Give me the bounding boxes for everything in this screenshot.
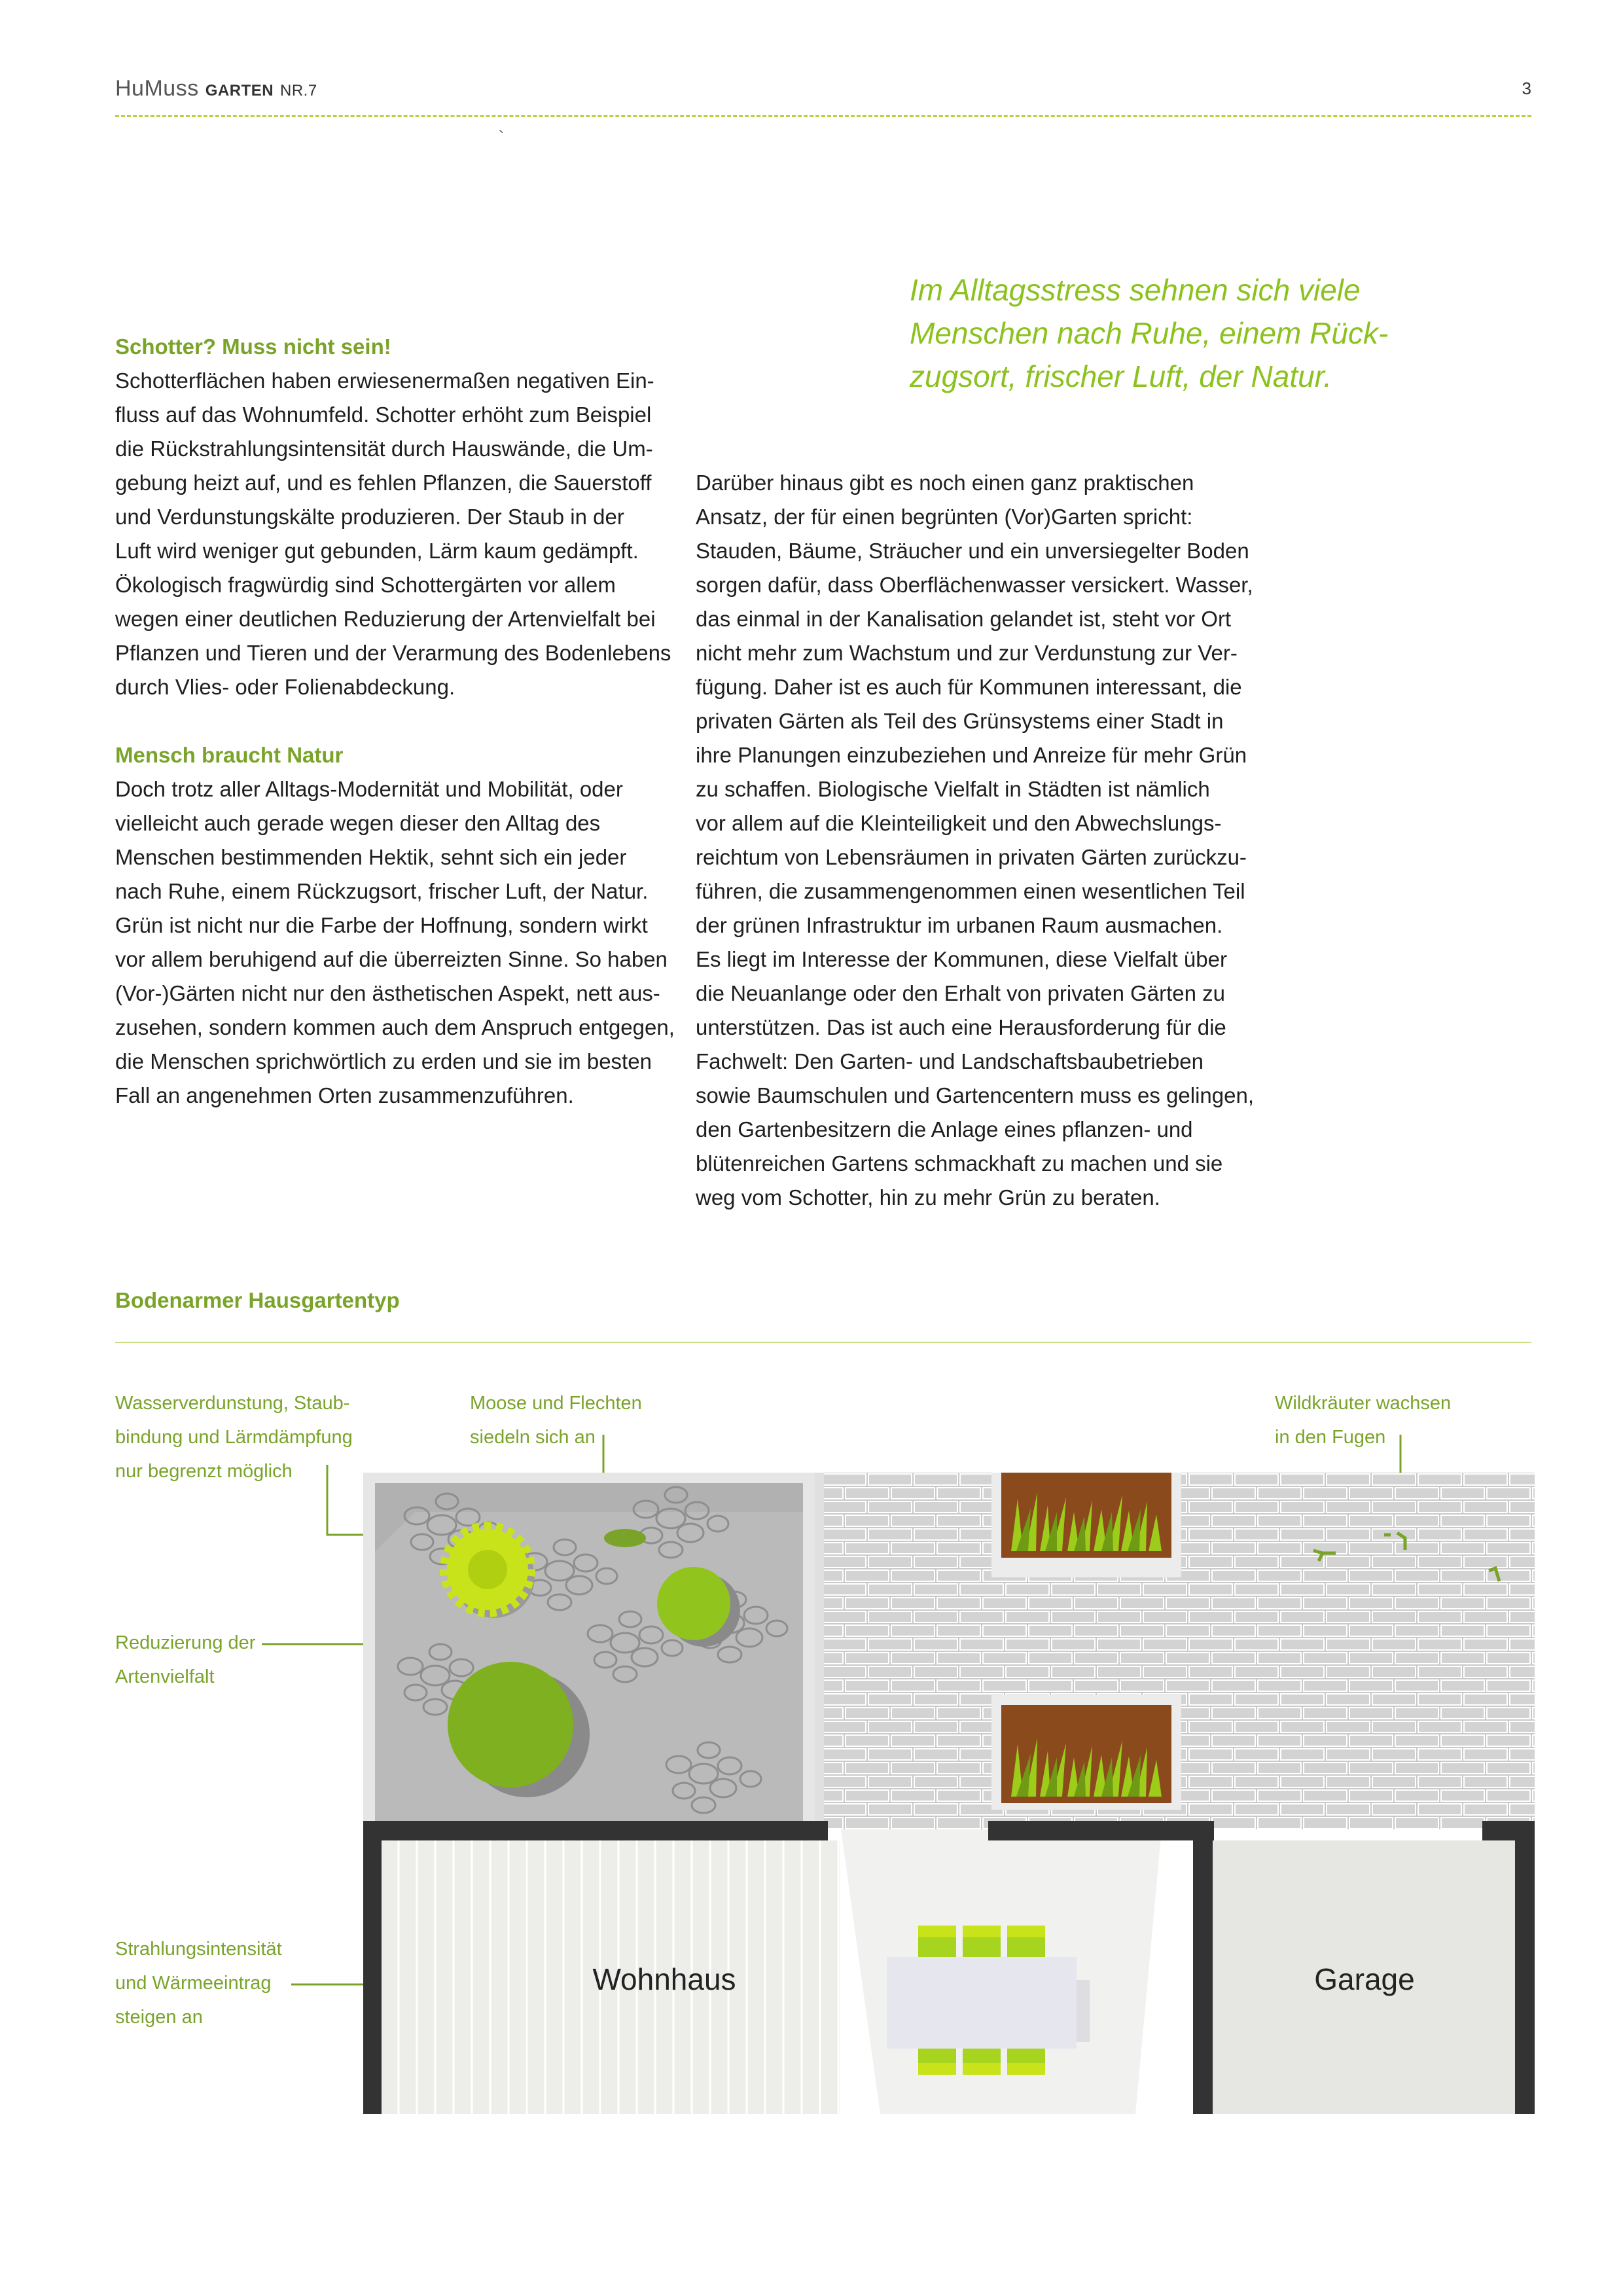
text-line: vor allem auf die Kleinteiligkeit und den Abwechslungs- — [696, 811, 1222, 835]
text-line: die Menschen sprichwörtlich zu erden und sie im besten — [115, 1049, 652, 1073]
figure-title: Bodenarmer Hausgartentyp — [115, 1288, 400, 1312]
text-line: Pflanzen und Tieren und der Verarmung des Bodenlebens — [115, 641, 671, 665]
gravel-border-top — [363, 1473, 815, 1483]
text-line: sorgen dafür, dass Oberflächenwasser versickert. Wasser, — [696, 573, 1253, 597]
text-line: Stauden, Bäume, Sträucher und ein unversiegelter Boden — [696, 539, 1249, 563]
text-line: Ansatz, der für einen begrünten (Vor)Garten spricht: — [696, 505, 1193, 529]
text-line: blütenreichen Gartens schmackhaft zu machen und sie — [696, 1151, 1223, 1175]
gravel-border-right — [803, 1473, 815, 1829]
text-line: fluss auf das Wohnumfeld. Schotter erhöht zum Beispiel — [115, 403, 652, 427]
text-line: zu schaffen. Biologische Vielfalt in Städten ist nämlich — [696, 777, 1210, 801]
text-line: fügung. Daher ist es auch für Kommunen interessant, die — [696, 675, 1242, 699]
text-line: wegen einer deutlichen Reduzierung der Artenvielfalt bei — [115, 607, 656, 631]
terrace-wall-top — [988, 1821, 1214, 1840]
garage-wall-left — [1193, 1829, 1213, 2114]
annotation-weeds: Wildkräuter wachsen in den Fugen — [1275, 1393, 1452, 1448]
round-shrub — [657, 1567, 730, 1640]
text-line: Luft wird weniger gut gebunden, Lärm kaum gedämpft. — [115, 539, 639, 563]
text-line: Menschen bestimmenden Hektik, sehnt sich ein jeder — [115, 845, 627, 869]
quote-line: zugsort, frischer Luft, der Natur. — [910, 359, 1332, 393]
text-line: nicht mehr zum Wachstum und zur Verdunstung zur Ver- — [696, 641, 1238, 665]
text-line: gebung heizt auf, und es fehlen Pflanzen, die Sauerstoff — [115, 471, 652, 495]
table — [887, 1957, 1077, 2049]
text-line: durch Vlies- oder Folienabdeckung. — [115, 675, 455, 699]
text-line: Fall an angenehmen Orten zusammenzuführen. — [115, 1083, 574, 1107]
section-heading: Schotter? Muss nicht sein! — [115, 334, 391, 359]
text-line: der grünen Infrastruktur im urbanen Raum ausmachen. — [696, 913, 1223, 937]
moss-patch — [604, 1529, 646, 1547]
annotation-water: Wasserverdunstung, Staub- bindung und Lärmdämpfung nur begrenzt möglich — [115, 1393, 353, 1482]
text-line: Darüber hinaus gibt es noch einen ganz praktischen — [696, 471, 1194, 495]
text-line: Ökologisch fragwürdig sind Schottergärten vor allem — [115, 573, 616, 597]
text-line: Doch trotz aller Alltags-Modernität und Mobilität, oder — [115, 777, 623, 801]
text-line: ihre Planungen einzubeziehen und Anreize für mehr Grün — [696, 743, 1247, 767]
wall-edge — [815, 1473, 824, 1829]
text-line: unterstützen. Das ist auch eine Herausforderung für die — [696, 1015, 1226, 1039]
text-line: nach Ruhe, einem Rückzugsort, frischer Luft, der Natur. — [115, 879, 649, 903]
text-line: Es liegt im Interesse der Kommunen, diese Vielfalt über — [696, 947, 1227, 971]
text-line: die Rückstrahlungsintensität durch Hauswände, die Um- — [115, 437, 653, 461]
stray-mark: ` — [499, 128, 504, 146]
planter-top — [991, 1473, 1181, 1577]
house-wall-left — [363, 1829, 382, 2114]
garden-diagram — [363, 1473, 1535, 2114]
text-line: vielleicht auch gerade wegen dieser den Alltag des — [115, 811, 601, 835]
gravel-area — [363, 1473, 815, 1829]
text-line: Grün ist nicht nur die Farbe der Hoffnung, sondern wirkt — [115, 913, 648, 937]
text-line: vor allem beruhigend auf die überreizten Sinne. So haben — [115, 947, 668, 971]
text-line: und Verdunstungskälte produzieren. Der Staub in der — [115, 505, 624, 529]
section-heading: Mensch braucht Natur — [115, 743, 344, 767]
text-line: (Vor-)Gärten nicht nur den ästhetischen Aspekt, nett aus- — [115, 981, 660, 1005]
brand-name: HuMuss — [115, 76, 199, 101]
text-line: das einmal in der Kanalisation gelandet ist, steht vor Ort — [696, 607, 1232, 631]
quote-line: Im Alltagsstress sehnen sich viele — [910, 273, 1361, 307]
text-line: Fachwelt: Den Garten- und Landschaftsbaubetrieben — [696, 1049, 1204, 1073]
text-line: führen, die zusammengenommen einen wesentlichen Teil — [696, 879, 1245, 903]
section-name: GARTEN — [205, 82, 274, 99]
annotation-radiation: Strahlungsintensität und Wärmeeintrag steigen an — [115, 1939, 282, 2028]
text-line: den Gartenbesitzern die Anlage eines pflanzen- und — [696, 1117, 1193, 1141]
garage-wall-right — [1515, 1829, 1535, 2114]
text-line: zusehen, sondern kommen auch dem Anspruch entgegen, — [115, 1015, 675, 1039]
quote-line: Menschen nach Ruhe, einem Rück- — [910, 316, 1389, 350]
annotation-moss: Moose und Flechten siedeln sich an — [470, 1393, 642, 1448]
large-shrub — [448, 1662, 573, 1787]
text-line: privaten Gärten als Teil des Grünsystems einer Stadt in — [696, 709, 1224, 733]
text-line: die Neuanlange oder den Erhalt von privaten Gärten zu — [696, 981, 1226, 1005]
planter-bottom — [991, 1695, 1181, 1810]
garage-label: Garage — [1314, 1962, 1415, 1996]
issue-number: NR.7 — [280, 82, 317, 99]
text-line: sowie Baumschulen und Gartencentern muss es gelingen, — [696, 1083, 1254, 1107]
gravel-border-left — [363, 1473, 375, 1829]
house-label: Wohnhaus — [592, 1962, 736, 1996]
house-wall-top — [363, 1821, 828, 1840]
page-number: 3 — [1522, 79, 1531, 98]
text-line: reichtum von Lebensräumen in privaten Gärten zurückzu- — [696, 845, 1247, 869]
text-line: Schotterflächen haben erwiesenermaßen negativen Ein- — [115, 368, 654, 393]
text-line: weg vom Schotter, hin zu mehr Grün zu beraten. — [696, 1185, 1160, 1210]
annotation-species: Reduzierung der Artenvielfalt — [115, 1632, 256, 1687]
